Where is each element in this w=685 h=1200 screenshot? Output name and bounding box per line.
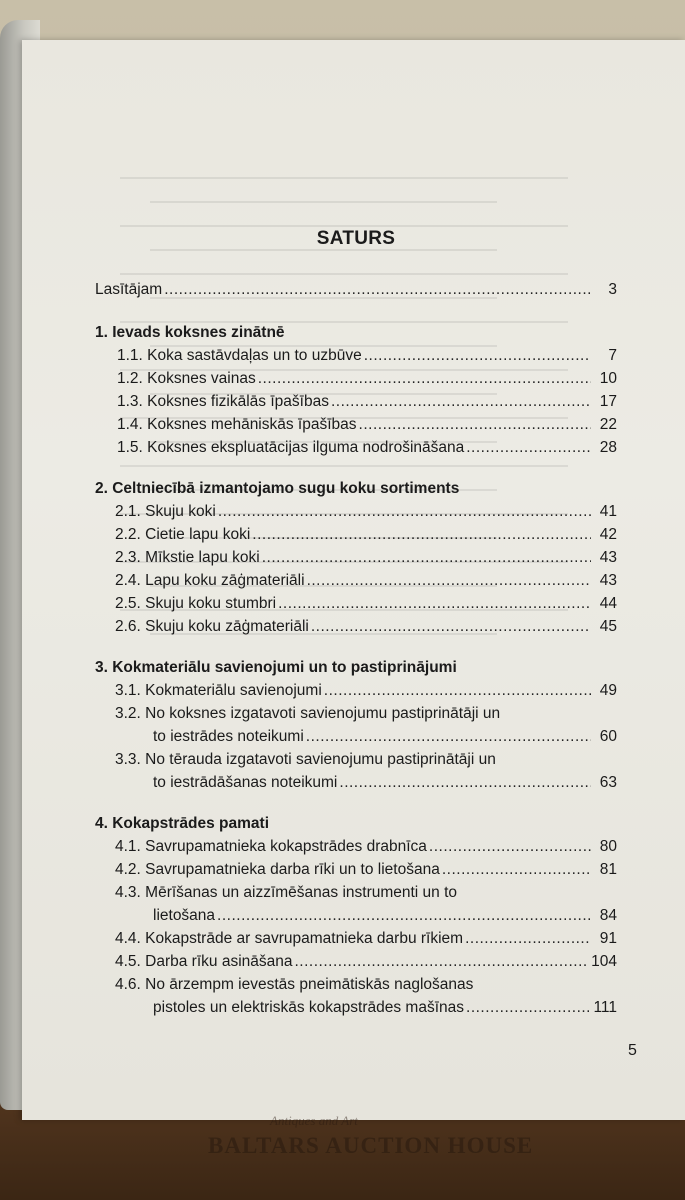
- toc-page-number: 10: [599, 370, 617, 387]
- toc-entry-label: 2.6. Skuju koku zāģmateriāli: [115, 618, 309, 635]
- toc-entry: [95, 500, 617, 523]
- leader-dots: [278, 592, 591, 615]
- leader-dots: [359, 413, 591, 436]
- toc-page-number: 63: [599, 774, 617, 791]
- toc-entry-label: 3.1. Kokmateriālu savienojumi: [115, 682, 322, 699]
- toc-entry: [95, 569, 617, 592]
- toc-page-number: 43: [599, 549, 617, 566]
- toc-entry-label: pistoles un elektriskās kokapstrādes mašīnas: [153, 999, 465, 1016]
- toc-title: SATURS: [316, 228, 396, 249]
- chapter-heading-4: 4. Kokapstrādes pamati: [95, 815, 270, 832]
- toc-entry-label: 1.4. Koksnes mehāniskās īpašības: [117, 416, 357, 433]
- leader-dots: [324, 679, 591, 702]
- toc-entry: [95, 904, 617, 927]
- toc-entry-label: 1.3. Koksnes fizikālās īpašības: [117, 393, 329, 410]
- toc-entry-intro: [95, 278, 617, 301]
- toc-entry: [95, 390, 617, 413]
- leader-dots: [429, 835, 591, 858]
- watermark-tagline: Antiques and Art: [270, 1113, 358, 1128]
- toc-entry: [95, 771, 617, 794]
- toc-entry-line1: 4.3. Mērīšanas un aizzīmēšanas instrumenti un to: [115, 884, 458, 901]
- toc-entry: [95, 523, 617, 546]
- toc-entry: [95, 615, 617, 638]
- toc-entry-label: Lasītājam: [95, 281, 163, 298]
- toc-entry-label: 2.1. Skuju koki: [115, 503, 216, 520]
- toc-entry-label: to iestrādāšanas noteikumi: [153, 774, 338, 791]
- toc-page-number: 80: [599, 838, 617, 855]
- table-of-contents: [95, 228, 617, 1019]
- toc-entry: [95, 367, 617, 390]
- leader-dots: [252, 523, 591, 546]
- toc-page-number: 60: [599, 728, 617, 745]
- toc-entry: [95, 413, 617, 436]
- toc-entry-label: lietošana: [153, 907, 216, 924]
- leader-dots: [258, 367, 591, 390]
- toc-entry-label: 4.4. Kokapstrāde ar savrupamatnieka darbu rīkiem: [115, 930, 464, 947]
- toc-page-number: 41: [599, 503, 617, 520]
- leader-dots: [262, 546, 591, 569]
- toc-page-number: 22: [599, 416, 617, 433]
- leader-dots: [364, 344, 591, 367]
- toc-entry-label: 4.2. Savrupamatnieka darba rīki un to lietošana: [115, 861, 440, 878]
- leader-dots: [164, 278, 591, 301]
- toc-entry: [95, 592, 617, 615]
- toc-entry: [95, 950, 617, 973]
- toc-entry-label: 1.1. Koka sastāvdaļas un to uzbūve: [117, 347, 362, 364]
- toc-entry-line1: 3.3. No tērauda izgatavoti savienojumu pastiprinātāji un: [115, 751, 496, 768]
- toc-entry-label: 2.3. Mīkstie lapu koki: [115, 549, 260, 566]
- leader-dots: [306, 725, 591, 748]
- leader-dots: [466, 436, 591, 459]
- toc-entry-label: 4.1. Savrupamatnieka kokapstrādes drabnīca: [115, 838, 427, 855]
- toc-page-number: 17: [599, 393, 617, 410]
- toc-entry-line1: 4.6. No ārzemрm ievestās pneimātiskās naglošanas: [115, 976, 474, 993]
- toc-entry-label: 2.2. Cietie lapu koki: [115, 526, 251, 543]
- toc-entry-label: 1.2. Koksnes vainas: [117, 370, 256, 387]
- toc-entry-label: to iestrādes noteikumi: [153, 728, 304, 745]
- leader-dots: [218, 500, 591, 523]
- toc-page-number: 44: [599, 595, 617, 612]
- toc-entry-label: 2.4. Lapu koku zāģmateriāli: [115, 572, 305, 589]
- toc-entry: [95, 927, 617, 950]
- toc-page-number: 28: [599, 439, 617, 456]
- toc-entry-label: 2.5. Skuju koku stumbri: [115, 595, 277, 612]
- leader-dots: [331, 390, 591, 413]
- toc-entry-label: 4.5. Darba rīku asināšana: [115, 953, 293, 970]
- chapter-heading-1: 1. Ievads koksnes zinātnē: [95, 324, 285, 341]
- toc-page-number: 3: [608, 281, 617, 298]
- toc-page-number: 84: [599, 907, 617, 924]
- toc-page-number: 81: [599, 861, 617, 878]
- leader-dots: [465, 927, 591, 950]
- leader-dots: [466, 996, 589, 1019]
- toc-entry: [95, 835, 617, 858]
- toc-entry: [95, 725, 617, 748]
- leader-dots: [339, 771, 591, 794]
- leader-dots: [442, 858, 591, 881]
- toc-page-number: 45: [599, 618, 617, 635]
- toc-page-number: 104: [591, 953, 617, 970]
- toc-page-number: 7: [608, 347, 617, 364]
- chapter-heading-2: 2. Celtniecībā izmantojamo sugu koku sortiments: [95, 480, 460, 497]
- toc-entry-label: 1.5. Koksnes ekspluatācijas ilguma nodrošināšana: [117, 439, 465, 456]
- leader-dots: [311, 615, 591, 638]
- toc-page-number: 43: [599, 572, 617, 589]
- chapter-heading-3: 3. Kokmateriālu savienojumi un to pastiprinājumi: [95, 659, 457, 676]
- leader-dots: [307, 569, 591, 592]
- toc-entry: [95, 546, 617, 569]
- watermark-logo: BALTARS AUCTION HOUSE: [208, 1133, 534, 1158]
- toc-entry: [95, 436, 617, 459]
- toc-entry: [95, 344, 617, 367]
- toc-page-number: 42: [599, 526, 617, 543]
- toc-page-number: 91: [599, 930, 617, 947]
- toc-entry: [95, 996, 617, 1019]
- leader-dots: [295, 950, 588, 973]
- leader-dots: [217, 904, 591, 927]
- page-number: 5: [628, 1042, 637, 1059]
- toc-entry: [95, 858, 617, 881]
- toc-entry: [95, 679, 617, 702]
- toc-page-number: 111: [593, 999, 617, 1016]
- toc-entry-line1: 3.2. No koksnes izgatavoti savienojumu pastiprinātāji un: [115, 705, 501, 722]
- toc-page-number: 49: [599, 682, 617, 699]
